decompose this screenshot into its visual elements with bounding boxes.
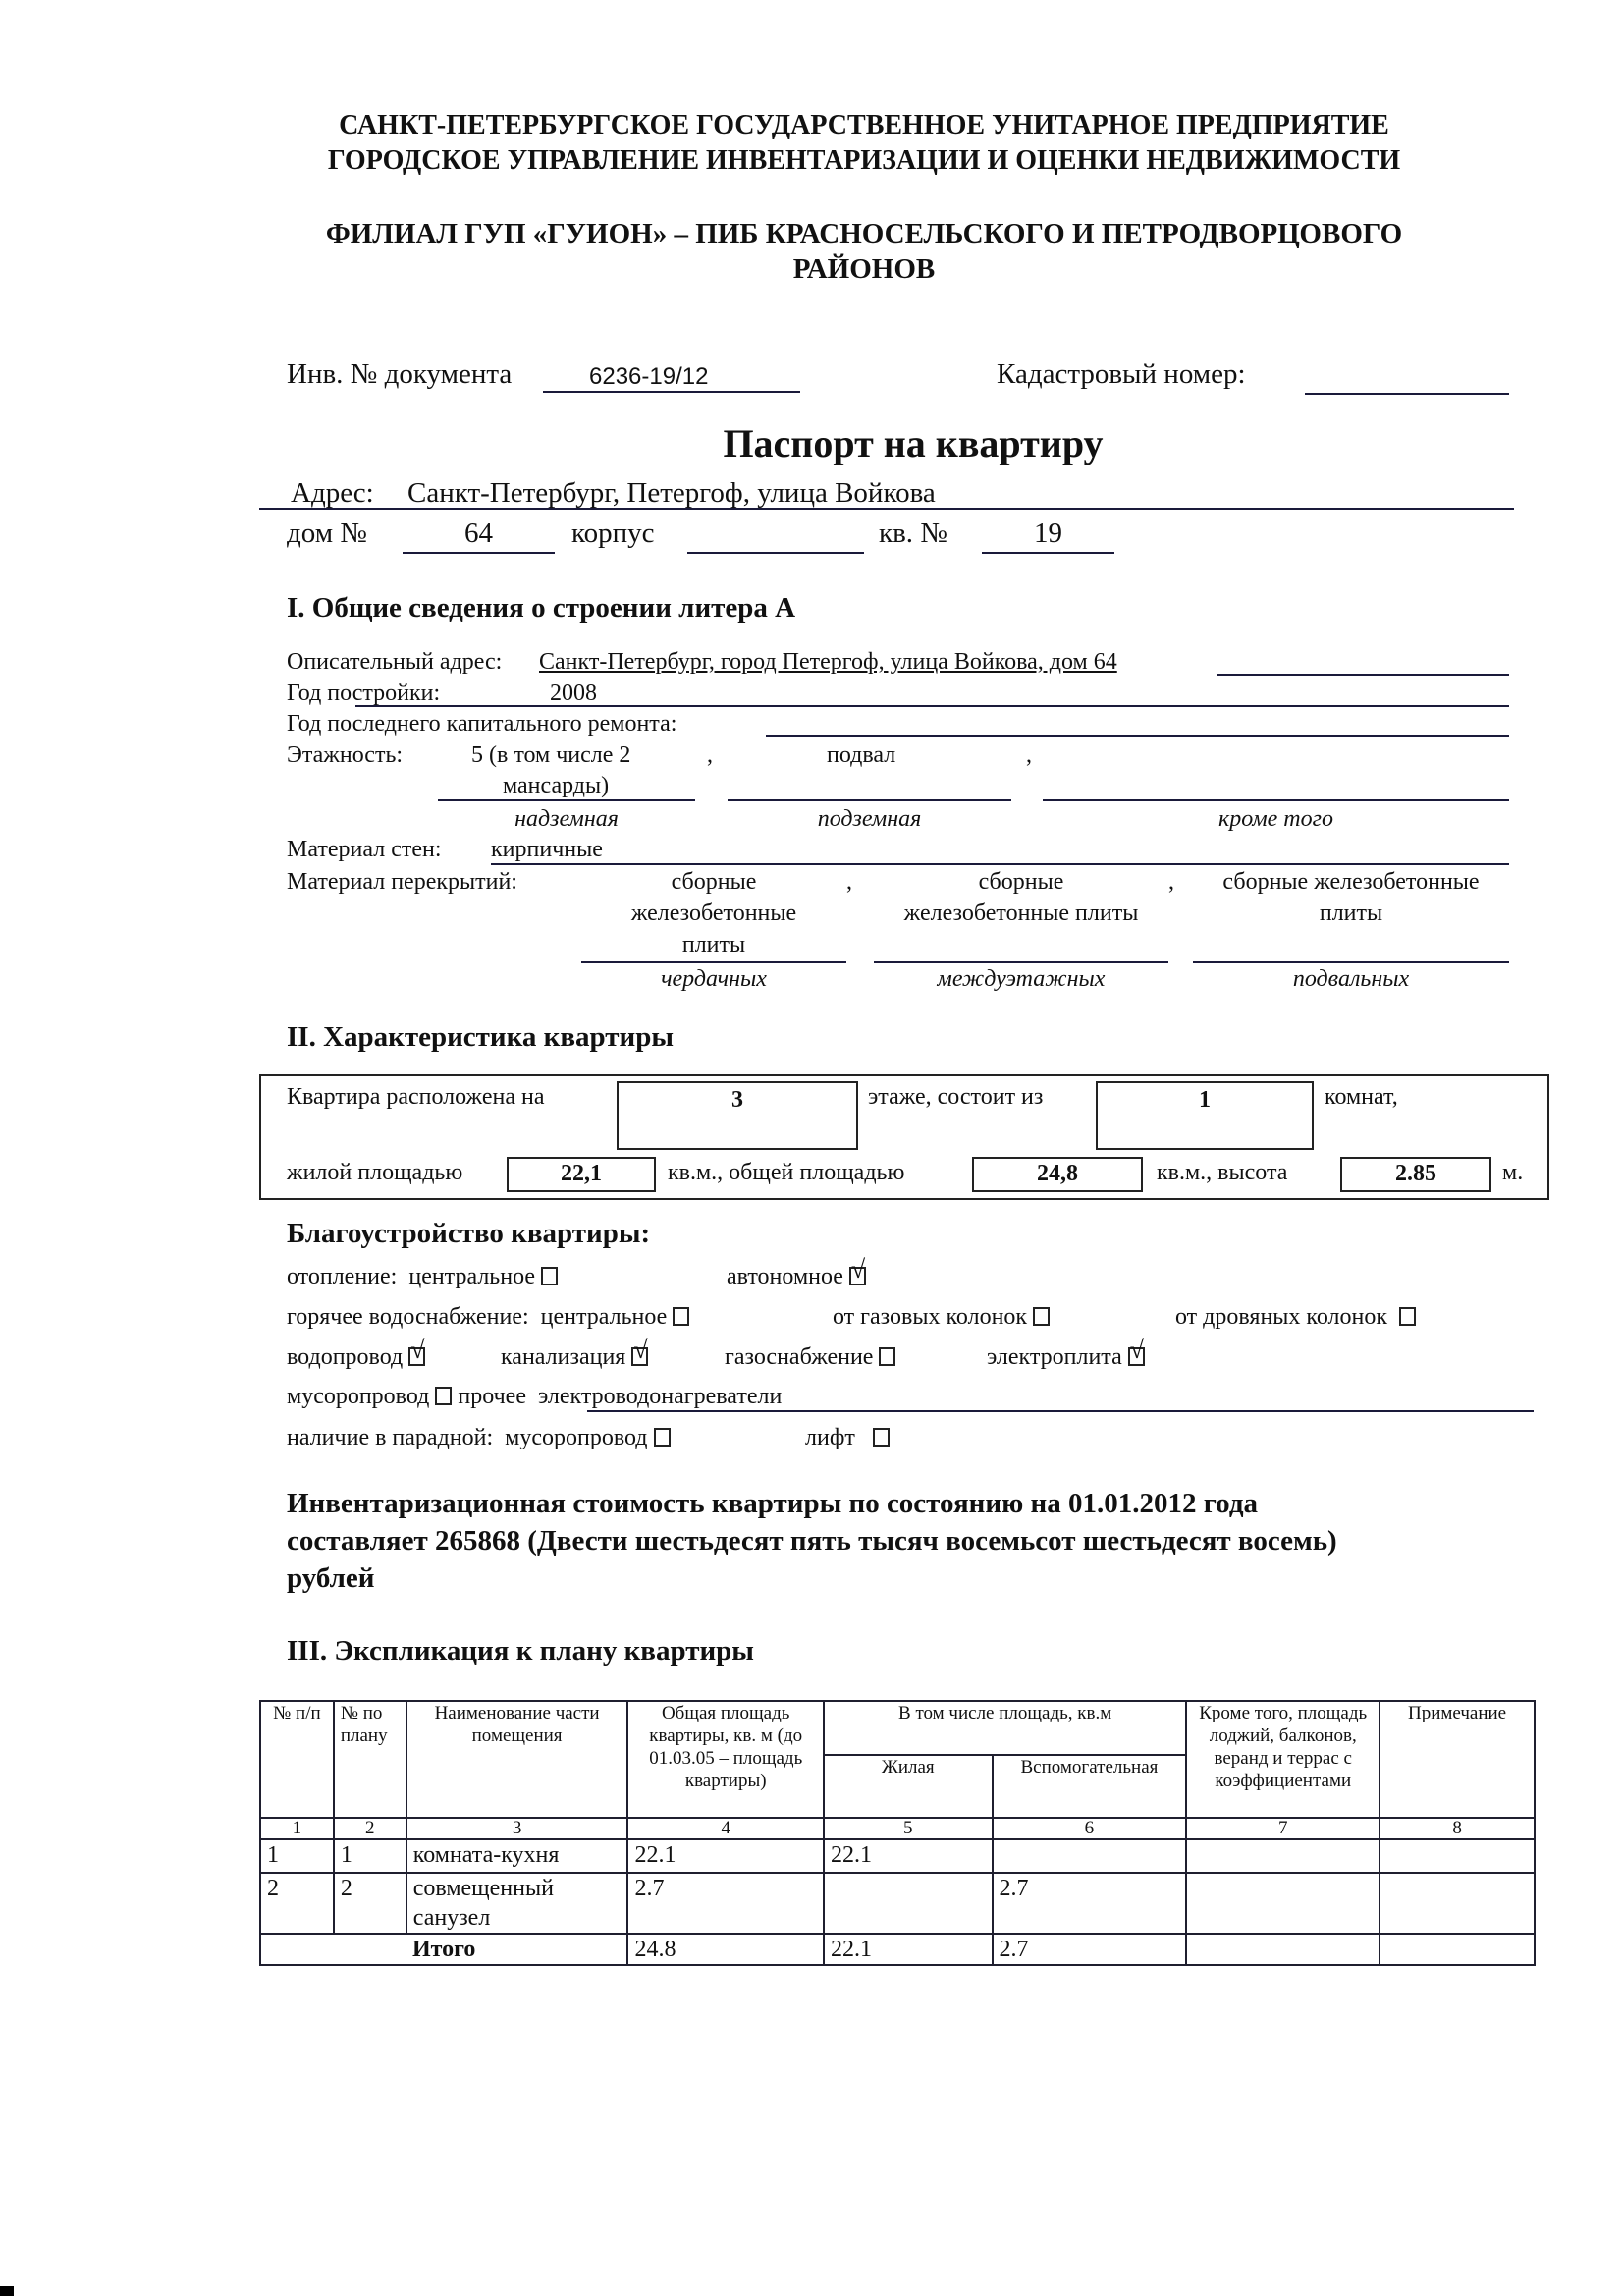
cell-total: 2.7	[627, 1873, 824, 1934]
cell-plan: 1	[334, 1839, 406, 1873]
col-number: 2	[334, 1818, 406, 1839]
floor-value: 3	[731, 1087, 743, 1113]
floors-caption-extra: кроме того	[1218, 806, 1333, 832]
hw-gas-item	[833, 1303, 1050, 1331]
water-item	[287, 1336, 425, 1371]
garbage-item	[287, 1383, 782, 1410]
apt-label: кв. №	[879, 518, 947, 549]
height-value: 2.85	[1395, 1161, 1436, 1186]
col-number: 6	[993, 1818, 1187, 1839]
address-value: Санкт-Петербург, Петергоф, улица Войкова	[407, 477, 936, 509]
col-number: 1	[260, 1818, 334, 1839]
entrance-garbage-checkbox[interactable]	[654, 1428, 671, 1447]
other-underline	[587, 1410, 1534, 1412]
total-label: Итого	[260, 1934, 627, 1965]
cell-aux	[993, 1839, 1187, 1873]
desc-address-value: Санкт-Петербург, город Петергоф, улица Войкова, дом 64	[539, 649, 1117, 675]
walls-underline	[491, 863, 1509, 865]
hot-water-row	[287, 1303, 689, 1331]
ceilings-inter-underline	[874, 961, 1168, 963]
page-title: Паспорт на квартиру	[723, 421, 1104, 465]
cell-living: 22.1	[824, 1839, 993, 1873]
cell-extra	[1186, 1873, 1380, 1934]
heating-central-label: центральное	[408, 1264, 536, 1289]
address-underline	[259, 508, 1514, 510]
ceilings-attic-line2: железобетонные	[630, 901, 797, 926]
header-col4: Общая площадь квартиры, кв. м (до 01.03.05 – площадь квартиры)	[627, 1701, 824, 1818]
rooms-value: 1	[1199, 1087, 1211, 1113]
ceilings-base-line1: сборные железобетонные	[1222, 869, 1480, 895]
ceilings-attic-line3: плиты	[681, 932, 746, 957]
cell-total: 22.1	[627, 1839, 824, 1873]
building-underline	[687, 552, 864, 554]
rooms-box	[1096, 1081, 1314, 1150]
floors-caption-under: подземная	[817, 806, 922, 832]
ceilings-comma-2: ,	[1168, 869, 1174, 895]
gas-label: газоснабжение	[725, 1344, 874, 1370]
building-label: корпус	[571, 518, 655, 549]
check-mark-icon: √	[850, 1255, 866, 1284]
height-unit: м.	[1502, 1160, 1524, 1185]
heating-row	[287, 1263, 558, 1290]
hw-gas-checkbox[interactable]	[1033, 1307, 1050, 1326]
hot-water-label: горячее водоснабжение:	[287, 1304, 529, 1330]
cell-living	[824, 1873, 993, 1934]
col-number: 3	[406, 1818, 628, 1839]
house-label: дом №	[287, 518, 367, 549]
header-col6: Вспомогательная	[993, 1755, 1187, 1818]
cell-n: 1	[260, 1839, 334, 1873]
total-cell-aux: 2.7	[993, 1934, 1187, 1965]
floors-above-underline	[438, 799, 695, 801]
check-mark-icon: √	[410, 1336, 425, 1364]
table-col-numbers-row	[260, 1818, 1535, 1839]
total-area-value: 24,8	[1037, 1161, 1078, 1186]
water-checkbox[interactable]	[408, 1336, 425, 1366]
ceilings-base-underline	[1193, 961, 1509, 963]
el-stove-checkbox[interactable]	[1128, 1336, 1145, 1366]
table-header-row	[260, 1701, 1535, 1755]
floors-label: Этажность:	[287, 742, 404, 768]
section2-heading: II. Характеристика квартиры	[287, 1021, 674, 1053]
total-cell-extra	[1186, 1934, 1380, 1965]
garbage-label: мусоропровод	[287, 1384, 430, 1409]
ceilings-label: Материал перекрытий:	[287, 869, 517, 895]
header-col3: Наименование части помещения	[406, 1701, 628, 1818]
living-area-label: жилой площадью	[287, 1160, 463, 1185]
ceilings-attic-underline	[581, 961, 846, 963]
heating-label: отопление:	[287, 1264, 398, 1289]
valuation-line2: составляет 265868 (Двести шестьдесят пять тысяч восемьсот шестьдесят восемь)	[287, 1525, 1337, 1557]
last-repair-label: Год последнего капитального ремонта:	[287, 711, 677, 737]
header-col5: Жилая	[824, 1755, 993, 1818]
hw-wood-checkbox[interactable]	[1399, 1307, 1416, 1326]
cell-name: совмещенный санузел	[406, 1873, 628, 1934]
cadastral-underline	[1305, 393, 1509, 395]
sewer-checkbox[interactable]	[631, 1336, 648, 1366]
desc-address-label: Описательный адрес:	[287, 649, 503, 675]
ceilings-inter-line1: сборные	[978, 869, 1064, 895]
table-row	[260, 1839, 1535, 1873]
ceilings-caption-inter: междуэтажных	[937, 966, 1106, 992]
hw-wood-item	[1175, 1303, 1416, 1331]
ceilings-inter-line2: железобетонные плиты	[903, 901, 1139, 926]
org-name-line2: ГОРОДСКОЕ УПРАВЛЕНИЕ ИНВЕНТАРИЗАЦИИ И ОЦЕНКИ НЕДВИЖИМОСТИ	[327, 145, 1401, 176]
ceilings-attic-line1: сборные	[671, 869, 757, 895]
check-mark-icon: √	[633, 1336, 648, 1364]
garbage-checkbox[interactable]	[435, 1387, 452, 1405]
valuation-line1: Инвентаризационная стоимость квартиры по состоянию на 01.01.2012 года	[287, 1488, 1259, 1519]
hw-gas-label: от газовых колонок	[833, 1304, 1028, 1330]
table-total-row	[260, 1934, 1535, 1965]
cell-aux: 2.7	[993, 1873, 1187, 1934]
col-number: 8	[1380, 1818, 1535, 1839]
water-label: водопровод	[287, 1344, 404, 1370]
floors-under-value: подвал	[827, 742, 896, 768]
sewer-label: канализация	[501, 1344, 626, 1370]
col-number: 4	[627, 1818, 824, 1839]
hw-central-checkbox[interactable]	[673, 1307, 689, 1326]
address-label: Адрес:	[291, 477, 374, 509]
section1-heading: I. Общие сведения о строении литера А	[287, 592, 796, 624]
branch-name-line2: РАЙОНОВ	[792, 253, 936, 285]
scan-corner-mark	[0, 2286, 14, 2296]
entrance-label: наличие в парадной:	[287, 1425, 494, 1450]
cadastral-label: Кадастровый номер:	[997, 358, 1246, 390]
cell-n: 2	[260, 1873, 334, 1934]
section3-heading: III. Экспликация к плану квартиры	[287, 1635, 754, 1667]
entrance-lift-item	[805, 1424, 890, 1451]
house-underline	[403, 552, 555, 554]
inv-number-value: 6236-19/12	[589, 363, 709, 390]
heating-auto-checkbox[interactable]	[849, 1255, 866, 1285]
explication-table	[259, 1700, 1536, 1966]
sewer-item	[501, 1336, 648, 1371]
total-cell-note	[1380, 1934, 1535, 1965]
floors-comma-1: ,	[707, 742, 713, 768]
floors-extra-underline	[1043, 799, 1509, 801]
other-label: прочее	[458, 1384, 526, 1409]
entrance-lift-checkbox[interactable]	[873, 1428, 890, 1447]
col-number: 5	[824, 1818, 993, 1839]
check-mark-icon: √	[1129, 1336, 1144, 1364]
entrance-lift-label: лифт	[805, 1425, 855, 1450]
floor-label: Квартира расположена на	[287, 1084, 545, 1110]
floors-above-line1: 5 (в том числе 2	[471, 742, 631, 768]
heating-auto-label: автономное	[727, 1264, 843, 1289]
house-value: 64	[464, 518, 493, 549]
branch-name-line1: ФИЛИАЛ ГУП «ГУИОН» – ПИБ КРАСНОСЕЛЬСКОГО И ПЕТРОДВОРЦОВОГО	[325, 218, 1403, 249]
cell-note	[1380, 1873, 1535, 1934]
el-stove-label: электроплита	[987, 1344, 1122, 1370]
floor-box	[617, 1081, 858, 1150]
height-label: кв.м., высота	[1157, 1160, 1288, 1185]
inv-number-label: Инв. № документа	[287, 358, 513, 390]
living-area-value: 22,1	[561, 1161, 602, 1186]
org-name-line1: САНКТ-ПЕТЕРБУРГСКОЕ ГОСУДАРСТВЕННОЕ УНИТАРНОЕ ПРЕДПРИЯТИЕ	[339, 110, 1389, 140]
header-col2: № по плану	[334, 1701, 406, 1818]
ceilings-caption-attic: чердачных	[661, 966, 767, 992]
col-number: 7	[1186, 1818, 1380, 1839]
cell-note	[1380, 1839, 1535, 1873]
entrance-row	[287, 1424, 671, 1451]
ceilings-caption-base: подвальных	[1292, 966, 1410, 992]
floors-under-underline	[728, 799, 1011, 801]
apt-underline	[982, 552, 1114, 554]
other-value: электроводонагреватели	[537, 1384, 783, 1409]
living-area-box	[507, 1157, 656, 1192]
valuation-text	[287, 1485, 1563, 1597]
total-area-label: кв.м., общей площадью	[668, 1160, 905, 1185]
walls-label: Материал стен:	[287, 837, 442, 862]
amenities-heading: Благоустройство квартиры:	[287, 1218, 651, 1249]
apt-value: 19	[1034, 518, 1062, 549]
cell-plan: 2	[334, 1873, 406, 1934]
floors-above-line2: мансарды)	[503, 773, 610, 798]
total-area-box	[972, 1157, 1143, 1192]
hw-wood-label: от дровяных колонок	[1175, 1304, 1388, 1330]
header-col8: Примечание	[1380, 1701, 1535, 1818]
ceilings-comma-1: ,	[846, 869, 852, 895]
header-col1: № п/п	[260, 1701, 334, 1818]
year-built-value: 2008	[550, 681, 597, 706]
floors-comma-2: ,	[1026, 742, 1032, 768]
el-stove-item	[987, 1336, 1145, 1371]
header-group56: В том числе площадь, кв.м	[824, 1701, 1186, 1755]
cell-extra	[1186, 1839, 1380, 1873]
last-repair-underline	[766, 735, 1509, 737]
cell-name: комната-кухня	[406, 1839, 628, 1873]
heating-central-checkbox[interactable]	[541, 1267, 558, 1285]
total-cell-living: 22.1	[824, 1934, 993, 1965]
table-row	[260, 1873, 1535, 1934]
rooms-label: этаже, состоит из	[868, 1084, 1044, 1110]
valuation-line3: рублей	[287, 1562, 375, 1594]
inv-number-underline	[543, 391, 800, 393]
walls-value: кирпичные	[491, 837, 603, 862]
year-built-underline	[355, 705, 1509, 707]
desc-address-underline	[1217, 674, 1509, 676]
gas-checkbox[interactable]	[879, 1347, 895, 1366]
floors-caption-above: надземная	[514, 806, 619, 832]
entrance-garbage-label: мусоропровод	[505, 1425, 648, 1450]
total-cell-total: 24.8	[627, 1934, 824, 1965]
heating-auto-item	[727, 1255, 866, 1290]
year-built-label: Год постройки:	[287, 681, 441, 706]
rooms-suffix: комнат,	[1325, 1084, 1398, 1110]
hw-central-label: центральное	[540, 1304, 668, 1330]
ceilings-base-line2: плиты	[1319, 901, 1383, 926]
height-box	[1340, 1157, 1491, 1192]
gas-item	[725, 1343, 895, 1371]
header-col7: Кроме того, площадь лоджий, балконов, веранд и террас с коэффициентами	[1186, 1701, 1380, 1818]
